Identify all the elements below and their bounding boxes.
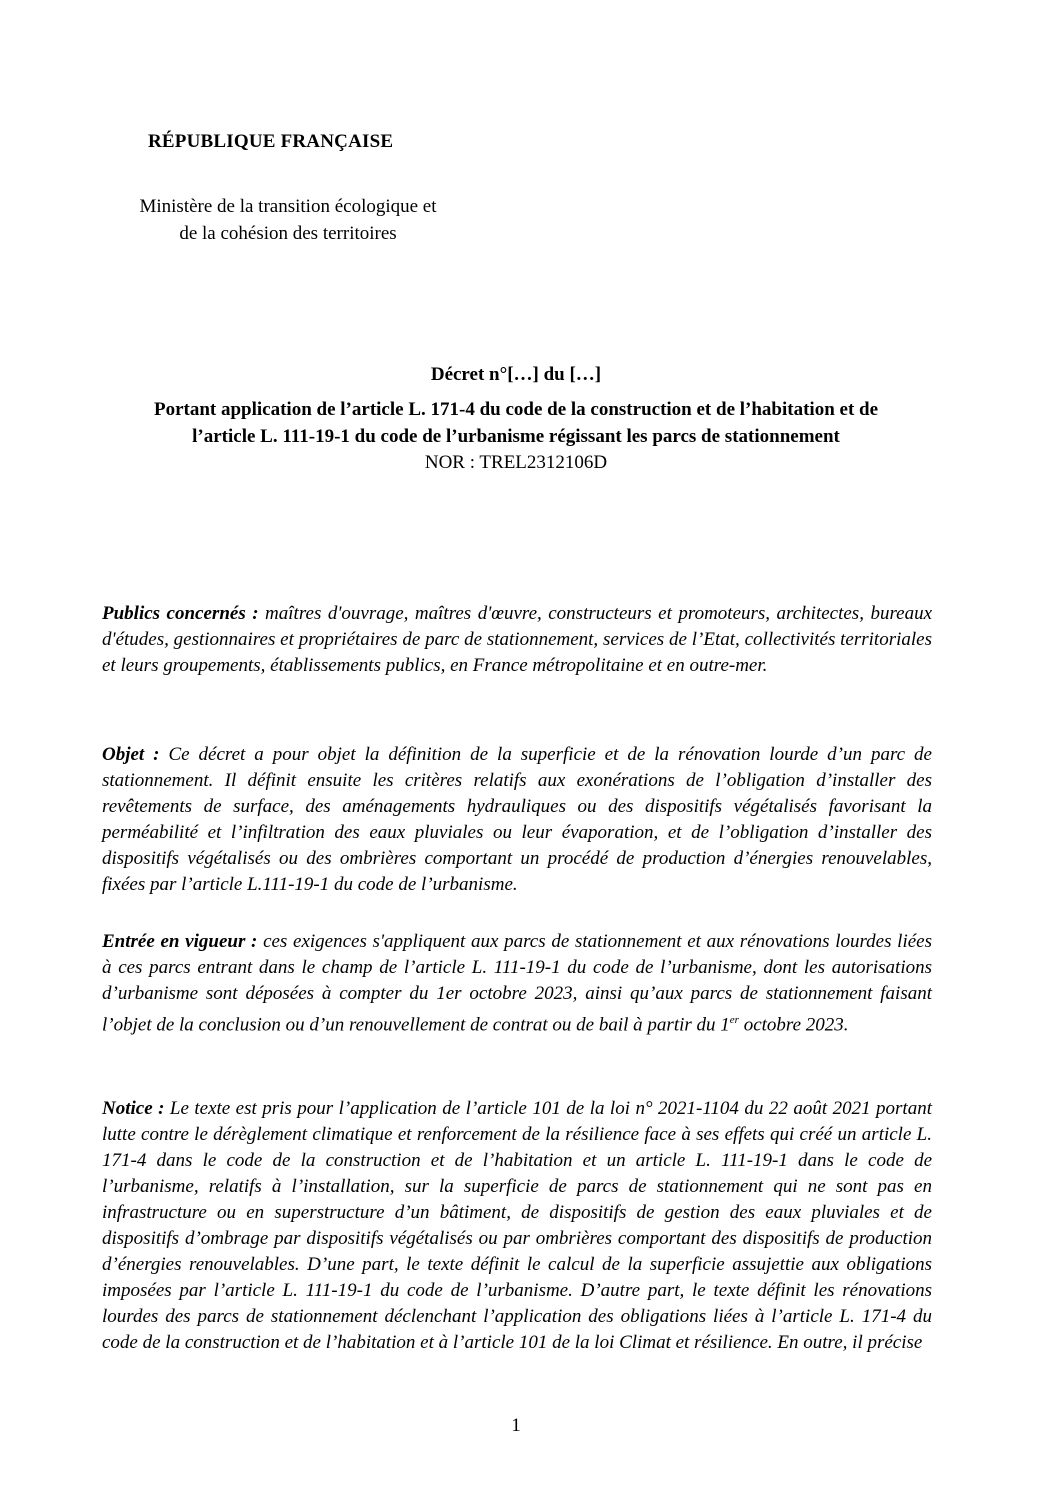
ministry-line-1: Ministère de la transition écologique et bbox=[139, 196, 437, 217]
decree-title bbox=[100, 396, 932, 450]
section-entree-label: Entrée en vigueur : bbox=[102, 931, 258, 952]
section-publics-text: maîtres d'ouvrage, maîtres d'œuvre, constructeurs et promoteurs, architectes, bureaux d'études, gestionnaires et propriétaires de parc de stationnement, services de l’Etat, collectivités territoriales et leurs groupements, établissements publics, en France métropolitaine et en outre-mer. bbox=[102, 603, 933, 676]
decree-title-line-1: Portant application de l’article L. 171-4 du code de la construction et de l’habitation et de bbox=[153, 399, 879, 420]
page-number: 1 bbox=[511, 1415, 521, 1436]
section-objet-label: Objet : bbox=[102, 744, 160, 765]
section-entree-text-end: octobre 2023. bbox=[738, 1014, 849, 1036]
decree-number: Décret n°[…] du […] bbox=[430, 364, 602, 385]
decree-nor: NOR : TREL2312106D bbox=[424, 452, 608, 473]
section-notice-label: Notice : bbox=[102, 1098, 165, 1119]
section-notice bbox=[102, 1096, 932, 1356]
section-publics bbox=[102, 601, 932, 679]
decree-heading bbox=[100, 362, 932, 476]
ministry-line-2: de la cohésion des territoires bbox=[179, 223, 397, 244]
section-objet bbox=[102, 742, 932, 898]
section-notice-text: Le texte est pris pour l’application de l’article 101 de la loi n° 2021-1104 du 22 août 2021 portant lutte contre le dérèglement climatique et renforcement de la résilience face à ses effets qui créé un article L. 171-4 dans le code de la construction et de l’habitation et un article L. 111-19-1 dans le code de l’urbanisme, relatifs à l’installation, sur la superficie de parcs de stationnement qui ne sont pas en infrastructure ou en superstructure d’un bâtiment, de dispositifs de gestion des eaux pluviales et de dispositifs d’ombrage par dispositifs végétalisés ou par ombrières comportant des dispositifs de production d’énergies renouvelables. D’une part, le texte définit le calcul de la superficie assujettie aux obligations imposées par l’article L. 111-19-1 du code de l’urbanisme. D’autre part, le texte définit les rénovations lourdes des parcs de stationnement déclenchant l’application des obligations liées à l’article L. 171-4 du code de la construction et de l’habitation et à l’article 101 de la loi Climat et résilience. En outre, il précise bbox=[102, 1098, 932, 1353]
section-entree bbox=[102, 929, 932, 1038]
ministry-name bbox=[118, 193, 458, 247]
section-entree-ordinal-sup: er bbox=[729, 1014, 739, 1026]
country-heading: RÉPUBLIQUE FRANÇAISE bbox=[148, 131, 394, 152]
section-entree-text: ces exigences s'appliquent aux parcs de stationnement et aux rénovations lourdes liées à ces parcs entrant dans le champ de l’article L. 111-19-1 du code de l’urbanisme, dont les autorisations d’urbanisme sont déposées à compter du 1er octobre 2023, ainsi qu’aux parcs de stationnement faisant l’objet de la conclusion ou d’un renouvellement de contrat ou de bail à partir du bbox=[102, 931, 932, 1036]
decree-title-line-2: l’article L. 111-19-1 du code de l’urbanisme régissant les parcs de stationnement bbox=[192, 426, 840, 447]
section-objet-text: Ce décret a pour objet la définition de la superficie et de la rénovation lourde d’un parc de stationnement. Il définit ensuite les critères relatifs aux exonérations de l’obligation d’installer des revêtements de surface, des aménagements hydrauliques ou des dispositifs végétalisés favorisant la perméabilité et l’infiltration des eaux pluviales ou leur évaporation, et de l’obligation d’installer des dispositifs végétalisés ou des ombrières comportant un procédé de production d’énergies renouvelables, fixées par l’article L.111-19-1 du code de l’urbanisme. bbox=[102, 744, 932, 895]
section-publics-label: Publics concernés : bbox=[102, 603, 259, 624]
section-entree-ordinal: 1 bbox=[720, 1014, 730, 1036]
